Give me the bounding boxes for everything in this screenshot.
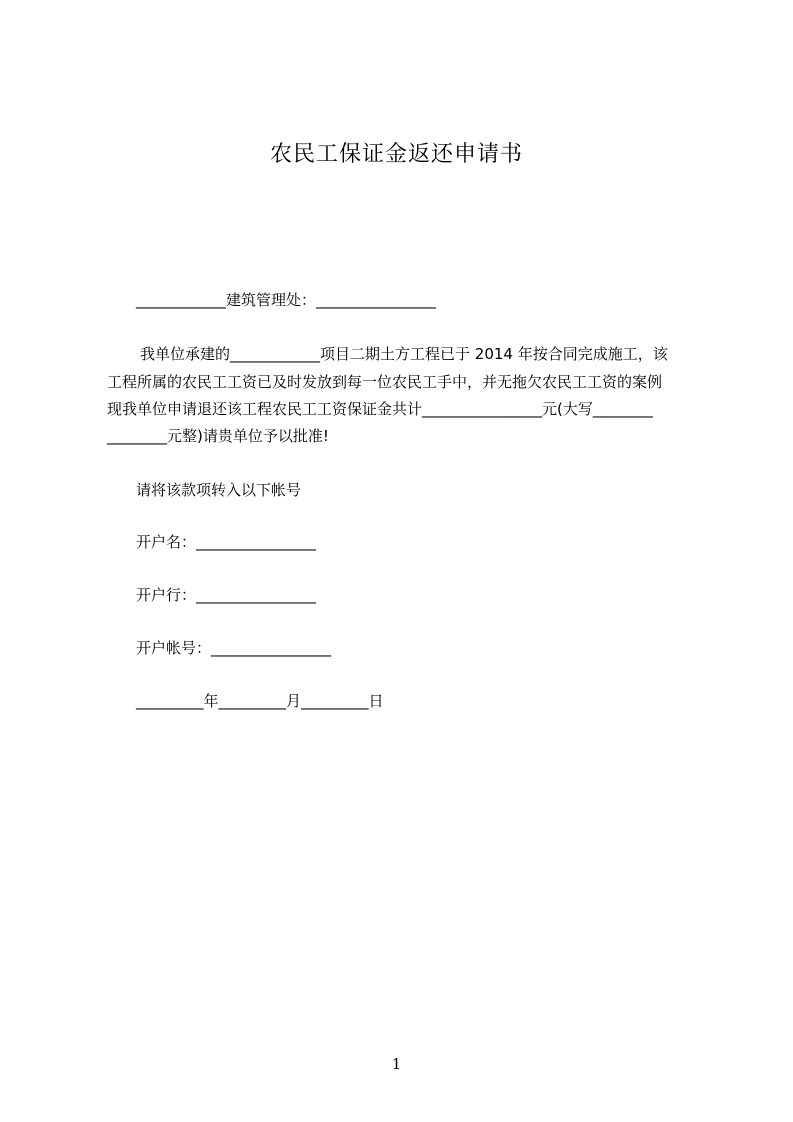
date-line: _________年_________月_________日 [136,692,384,710]
document-title: 农民工保证金返还申请书 [269,142,523,167]
body-line-2: 工程所属的农民工工资已及时发放到每一位农民工手中，并无拖欠农民工工资的案例 [107,373,663,391]
account-name-line: 开户名：________________ [136,533,317,551]
transfer-note: 请将该款项转入以下帐号 [136,481,302,499]
salutation-line: ____________建筑管理处：________________ [136,291,437,309]
body-line-3: 现我单位申请退还该工程农民工工资保证金共计________________元(大写________ [107,400,653,418]
body-line-1: 我单位承建的____________项目二期土方工程已于 2014 年按合同完成施工，该 [140,345,668,363]
bank-name-line: 开户行：________________ [136,586,317,604]
page-number: 1 [391,1055,402,1073]
account-number-line: 开户帐号：________________ [136,639,332,657]
body-line-4: ________元整)请贵单位予以批准! [107,427,329,445]
